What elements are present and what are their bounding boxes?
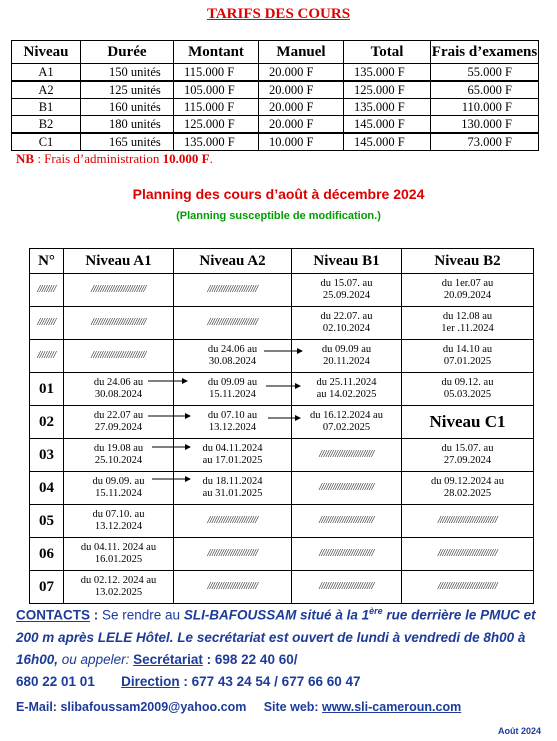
tarifs-cell: 180 unités <box>81 116 174 134</box>
planning-row <box>30 571 534 604</box>
planning-row-number: 03 <box>30 439 64 472</box>
tarifs-cell: 115.000 F <box>174 64 259 82</box>
tarifs-table <box>11 40 539 151</box>
col-header-niveau: Niveau <box>12 41 81 64</box>
contacts-label: CONTACTS <box>16 607 90 623</box>
planning-row-number: 04 <box>30 472 64 505</box>
planning-cell: du 09.09 au 20.11.2024 <box>292 340 402 373</box>
planning-cell: //////////////////////// <box>64 340 174 373</box>
planning-cell: du 09.12. au 05.03.2025 <box>402 373 534 406</box>
nb-note: NB : Frais d’administration 10.000 F. <box>16 151 213 166</box>
planning-col-header-b1: Niveau B1 <box>292 249 402 274</box>
tarifs-cell: 65.000 F <box>431 81 539 99</box>
tarifs-cell: 135.000 F <box>344 64 431 82</box>
planning-cell: du 14.10 au 07.01.2025 <box>402 340 534 373</box>
planning-cell: du 25.11.2024 au 14.02.2025 <box>292 373 402 406</box>
planning-cell: du 07.10 au 13.12.2024 <box>174 406 292 439</box>
tarifs-cell: B1 <box>12 99 81 116</box>
planning-cell: du 07.10. au 13.12.2024 <box>64 505 174 538</box>
tarifs-cell: 20.000 F <box>259 64 344 82</box>
tarifs-cell: 73.000 F <box>431 133 539 151</box>
planning-cell: du 24.06 au 30.08.2024 <box>174 340 292 373</box>
planning-cell: ////////////////////// <box>174 505 292 538</box>
tarifs-cell: B2 <box>12 116 81 134</box>
col-header-montant: Montant <box>174 41 259 64</box>
tarifs-cell: 20.000 F <box>259 81 344 99</box>
planning-col-header-num: N° <box>30 249 64 274</box>
tarifs-cell: 110.000 F <box>431 99 539 116</box>
planning-cell: //////////////////////// <box>292 571 402 604</box>
planning-cell: Niveau C1 <box>402 406 534 439</box>
tarifs-cell: 145.000 F <box>344 116 431 134</box>
planning-cell: ////////////////////////// <box>402 571 534 604</box>
email-link[interactable]: slibafoussam2009@yahoo.com <box>60 700 247 714</box>
tarifs-row <box>12 133 539 151</box>
secretariat-phone: : 698 22 40 60/ <box>202 651 298 667</box>
planning-cell: du 15.07. au 25.09.2024 <box>292 274 402 307</box>
planning-row-number: 06 <box>30 538 64 571</box>
email-web-line: E-Mail: slibafoussam2009@yahoo.com Site web: www.sli-cameroun.com <box>16 700 462 714</box>
tarifs-cell: 125 unités <box>81 81 174 99</box>
planning-cell: ////////////////////// <box>174 274 292 307</box>
tarifs-cell: 135.000 F <box>174 133 259 151</box>
planning-cell: //////////////////////// <box>292 472 402 505</box>
phone-2: 680 22 01 01 <box>16 673 95 689</box>
planning-row <box>30 505 534 538</box>
planning-row <box>30 538 534 571</box>
tarifs-cell: 160 unités <box>81 99 174 116</box>
planning-cell: ////////////////////// <box>174 538 292 571</box>
planning-cell: du 04.11.2024 au 17.01.2025 <box>174 439 292 472</box>
contacts-block: CONTACTS : Se rendre au SLI-BAFOUSSAM situé à la 1ère rue derrière le PMUC et 200 m après LELE Hôtel. Le secrétariat est ouvert de lundi à vendredi de 8h00 à 16h00, ou appeler: Secrétariat : 698 22 40 60/ 680 22 01 01 Direction : 677 43 24 54 / 677 66 60 47 <box>16 606 536 689</box>
document-date: Août 2024 <box>497 726 541 736</box>
tarifs-header-row <box>12 41 539 64</box>
planning-row-number: //////// <box>30 274 64 307</box>
planning-col-header-a2: Niveau A2 <box>174 249 292 274</box>
planning-cell: du 22.07 au 27.09.2024 <box>64 406 174 439</box>
planning-cell: du 02.12. 2024 au 13.02.2025 <box>64 571 174 604</box>
planning-cell: du 18.11.2024 au 31.01.2025 <box>174 472 292 505</box>
planning-row-number: 01 <box>30 373 64 406</box>
website-link[interactable]: www.sli-cameroun.com <box>322 700 462 714</box>
planning-cell: du 1er.07 au 20.09.2024 <box>402 274 534 307</box>
tarifs-cell: 135.000 F <box>344 99 431 116</box>
tarifs-cell: 150 unités <box>81 64 174 82</box>
planning-row <box>30 373 534 406</box>
planning-cell: //////////////////////// <box>292 439 402 472</box>
tarifs-cell: C1 <box>12 133 81 151</box>
planning-cell: du 22.07. au 02.10.2024 <box>292 307 402 340</box>
planning-row-number: 05 <box>30 505 64 538</box>
tarifs-row <box>12 64 539 82</box>
planning-subtitle: (Planning susceptible de modification.) <box>176 210 381 222</box>
planning-row <box>30 274 534 307</box>
planning-cell: du 12.08 au 1er .11.2024 <box>402 307 534 340</box>
tarifs-row <box>12 99 539 116</box>
planning-cell: du 19.08 au 25.10.2024 <box>64 439 174 472</box>
tarifs-cell: 115.000 F <box>174 99 259 116</box>
col-header-total: Total <box>344 41 431 64</box>
direction-label: Direction <box>121 673 180 689</box>
planning-cell: //////////////////////// <box>64 307 174 340</box>
page-title: TARIFS DES COURS <box>206 6 351 22</box>
tarifs-cell: A1 <box>12 64 81 82</box>
planning-table <box>29 248 534 604</box>
tarifs-row <box>12 116 539 134</box>
planning-title: Planning des cours d’août à décembre 2024 <box>132 186 425 202</box>
tarifs-cell: 10.000 F <box>259 133 344 151</box>
tarifs-cell: 105.000 F <box>174 81 259 99</box>
planning-row <box>30 340 534 373</box>
planning-cell: //////////////////////// <box>292 505 402 538</box>
tarifs-row <box>12 81 539 99</box>
planning-cell: ////////////////////// <box>174 307 292 340</box>
tarifs-cell: 125.000 F <box>174 116 259 134</box>
secretariat-label: Secrétariat <box>133 651 203 667</box>
planning-cell: du 24.06 au 30.08.2024 <box>64 373 174 406</box>
planning-row <box>30 406 534 439</box>
tarifs-cell: 165 unités <box>81 133 174 151</box>
direction-phones: : 677 43 24 54 / 677 66 60 47 <box>179 673 361 689</box>
planning-row-number: //////// <box>30 307 64 340</box>
planning-cell: du 09.09 au 15.11.2024 <box>174 373 292 406</box>
planning-cell: du 15.07. au 27.09.2024 <box>402 439 534 472</box>
planning-cell: ////////////////////////// <box>402 538 534 571</box>
planning-cell: du 16.12.2024 au 07.02.2025 <box>292 406 402 439</box>
col-header-frais: Frais d’examens <box>431 41 539 64</box>
planning-row <box>30 307 534 340</box>
col-header-duree: Durée <box>81 41 174 64</box>
planning-col-header-a1: Niveau A1 <box>64 249 174 274</box>
planning-cell: du 09.12.2024 au 28.02.2025 <box>402 472 534 505</box>
tarifs-cell: 20.000 F <box>259 116 344 134</box>
tarifs-cell: 20.000 F <box>259 99 344 116</box>
planning-row-number: //////// <box>30 340 64 373</box>
tarifs-cell: 145.000 F <box>344 133 431 151</box>
planning-col-header-b2: Niveau B2 <box>402 249 534 274</box>
tarifs-cell: 55.000 F <box>431 64 539 82</box>
planning-cell: ////////////////////////// <box>402 505 534 538</box>
planning-row-number: 02 <box>30 406 64 439</box>
planning-cell: du 04.11. 2024 au 16.01.2025 <box>64 538 174 571</box>
planning-row-number: 07 <box>30 571 64 604</box>
planning-cell: //////////////////////// <box>292 538 402 571</box>
planning-cell: ////////////////////// <box>174 571 292 604</box>
planning-row <box>30 439 534 472</box>
planning-row <box>30 472 534 505</box>
tarifs-cell: A2 <box>12 81 81 99</box>
planning-cell: //////////////////////// <box>64 274 174 307</box>
col-header-manuel: Manuel <box>259 41 344 64</box>
planning-cell: du 09.09. au 15.11.2024 <box>64 472 174 505</box>
tarifs-cell: 130.000 F <box>431 116 539 134</box>
tarifs-cell: 125.000 F <box>344 81 431 99</box>
planning-header-row <box>30 249 534 274</box>
